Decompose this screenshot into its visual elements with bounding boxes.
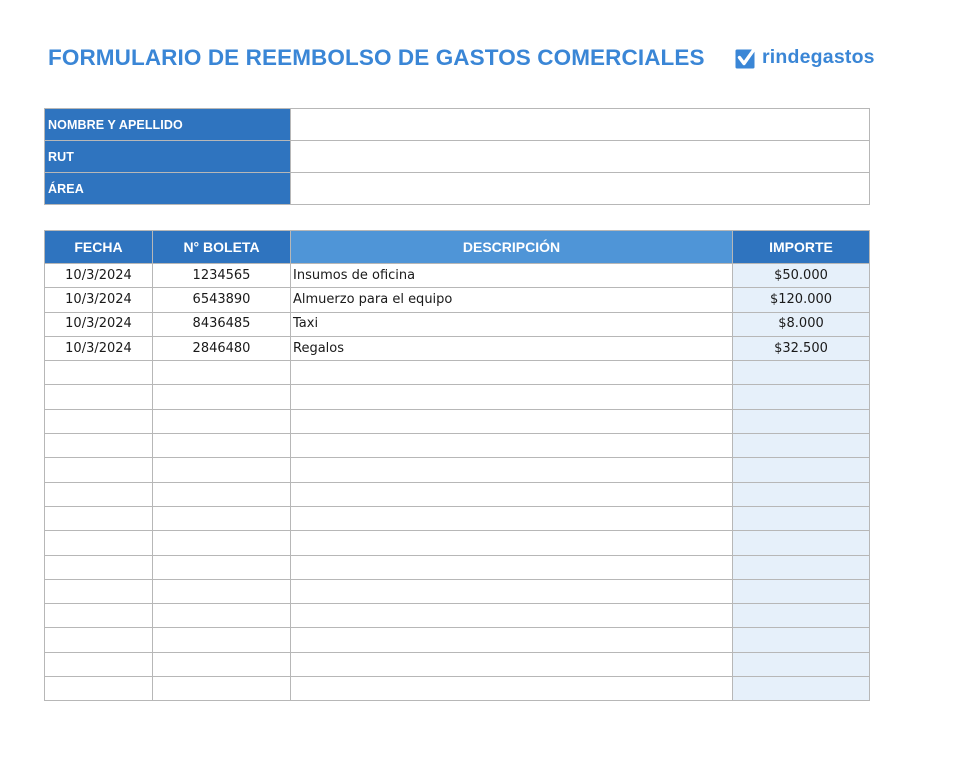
rut-label: RUT: [45, 141, 291, 173]
date-cell[interactable]: [45, 458, 153, 482]
table-row: [45, 677, 870, 701]
description-cell[interactable]: [291, 409, 733, 433]
date-cell[interactable]: [45, 555, 153, 579]
description-cell[interactable]: [291, 604, 733, 628]
receipt-cell[interactable]: [153, 677, 291, 701]
receipt-cell[interactable]: [153, 579, 291, 603]
column-header-description: DESCRIPCIÓN: [291, 231, 733, 264]
table-row: [45, 288, 870, 312]
description-cell[interactable]: Taxi: [291, 312, 733, 336]
amount-cell[interactable]: [733, 555, 870, 579]
column-header-date: FECHA: [45, 231, 153, 264]
rut-field[interactable]: [291, 141, 870, 173]
description-cell[interactable]: Almuerzo para el equipo: [291, 288, 733, 312]
amount-cell[interactable]: [733, 506, 870, 530]
date-cell[interactable]: 10/3/2024: [45, 264, 153, 288]
amount-cell[interactable]: $50.000: [733, 264, 870, 288]
receipt-cell[interactable]: [153, 385, 291, 409]
date-cell[interactable]: [45, 531, 153, 555]
date-cell[interactable]: [45, 482, 153, 506]
description-cell[interactable]: [291, 385, 733, 409]
receipt-cell[interactable]: [153, 458, 291, 482]
date-cell[interactable]: 10/3/2024: [45, 336, 153, 360]
column-header-receipt: N° BOLETA: [153, 231, 291, 264]
brand-logo: [735, 45, 875, 69]
description-cell[interactable]: [291, 482, 733, 506]
description-cell[interactable]: Insumos de oficina: [291, 264, 733, 288]
table-row: [45, 264, 870, 288]
amount-cell[interactable]: [733, 677, 870, 701]
receipt-cell[interactable]: [153, 409, 291, 433]
page-title: FORMULARIO DE REEMBOLSO DE GASTOS COMERCIALES: [48, 45, 705, 70]
expenses-header-row: [45, 231, 870, 264]
brand-name: rindegastos: [762, 45, 875, 68]
table-row: [45, 361, 870, 385]
description-cell[interactable]: [291, 506, 733, 530]
receipt-cell[interactable]: 1234565: [153, 264, 291, 288]
description-cell[interactable]: [291, 531, 733, 555]
amount-cell[interactable]: [733, 434, 870, 458]
date-cell[interactable]: [45, 385, 153, 409]
name-field[interactable]: [291, 109, 870, 141]
receipt-cell[interactable]: [153, 555, 291, 579]
table-row: [45, 409, 870, 433]
description-cell[interactable]: [291, 628, 733, 652]
receipt-cell[interactable]: 2846480: [153, 336, 291, 360]
table-row: [45, 604, 870, 628]
table-row: [45, 336, 870, 360]
date-cell[interactable]: [45, 409, 153, 433]
table-row: [45, 506, 870, 530]
amount-cell[interactable]: $8.000: [733, 312, 870, 336]
receipt-cell[interactable]: 6543890: [153, 288, 291, 312]
receipt-cell[interactable]: [153, 434, 291, 458]
description-cell[interactable]: [291, 677, 733, 701]
table-row: [45, 628, 870, 652]
date-cell[interactable]: 10/3/2024: [45, 312, 153, 336]
amount-cell[interactable]: [733, 604, 870, 628]
employee-info-table: [44, 108, 870, 205]
amount-cell[interactable]: [733, 579, 870, 603]
table-row: [45, 434, 870, 458]
receipt-cell[interactable]: 8436485: [153, 312, 291, 336]
table-row: [45, 312, 870, 336]
receipt-cell[interactable]: [153, 604, 291, 628]
description-cell[interactable]: [291, 579, 733, 603]
column-header-amount: IMPORTE: [733, 231, 870, 264]
description-cell[interactable]: [291, 458, 733, 482]
receipt-cell[interactable]: [153, 628, 291, 652]
description-cell[interactable]: Regalos: [291, 336, 733, 360]
receipt-cell[interactable]: [153, 506, 291, 530]
table-row: [45, 482, 870, 506]
receipt-cell[interactable]: [153, 482, 291, 506]
date-cell[interactable]: [45, 677, 153, 701]
info-row-area: [45, 173, 870, 205]
table-row: [45, 652, 870, 676]
amount-cell[interactable]: [733, 482, 870, 506]
amount-cell[interactable]: [733, 409, 870, 433]
description-cell[interactable]: [291, 361, 733, 385]
table-row: [45, 579, 870, 603]
table-row: [45, 531, 870, 555]
receipt-cell[interactable]: [153, 361, 291, 385]
description-cell[interactable]: [291, 652, 733, 676]
description-cell[interactable]: [291, 434, 733, 458]
date-cell[interactable]: [45, 434, 153, 458]
amount-cell[interactable]: [733, 628, 870, 652]
amount-cell[interactable]: [733, 385, 870, 409]
amount-cell[interactable]: [733, 531, 870, 555]
date-cell[interactable]: [45, 628, 153, 652]
area-field[interactable]: [291, 173, 870, 205]
amount-cell[interactable]: [733, 361, 870, 385]
receipt-cell[interactable]: [153, 531, 291, 555]
date-cell[interactable]: 10/3/2024: [45, 288, 153, 312]
description-cell[interactable]: [291, 555, 733, 579]
amount-cell[interactable]: [733, 458, 870, 482]
area-label: ÁREA: [45, 173, 291, 205]
name-label: NOMBRE Y APELLIDO: [45, 109, 291, 141]
date-cell[interactable]: [45, 652, 153, 676]
date-cell[interactable]: [45, 604, 153, 628]
amount-cell[interactable]: $120.000: [733, 288, 870, 312]
table-row: [45, 385, 870, 409]
receipt-cell[interactable]: [153, 652, 291, 676]
info-row-rut: [45, 141, 870, 173]
checkbox-check-icon: [735, 48, 756, 69]
amount-cell[interactable]: $32.500: [733, 336, 870, 360]
table-row: [45, 458, 870, 482]
date-cell[interactable]: [45, 579, 153, 603]
expenses-table: [44, 230, 870, 701]
date-cell[interactable]: [45, 506, 153, 530]
info-row-name: [45, 109, 870, 141]
date-cell[interactable]: [45, 361, 153, 385]
amount-cell[interactable]: [733, 652, 870, 676]
table-row: [45, 555, 870, 579]
